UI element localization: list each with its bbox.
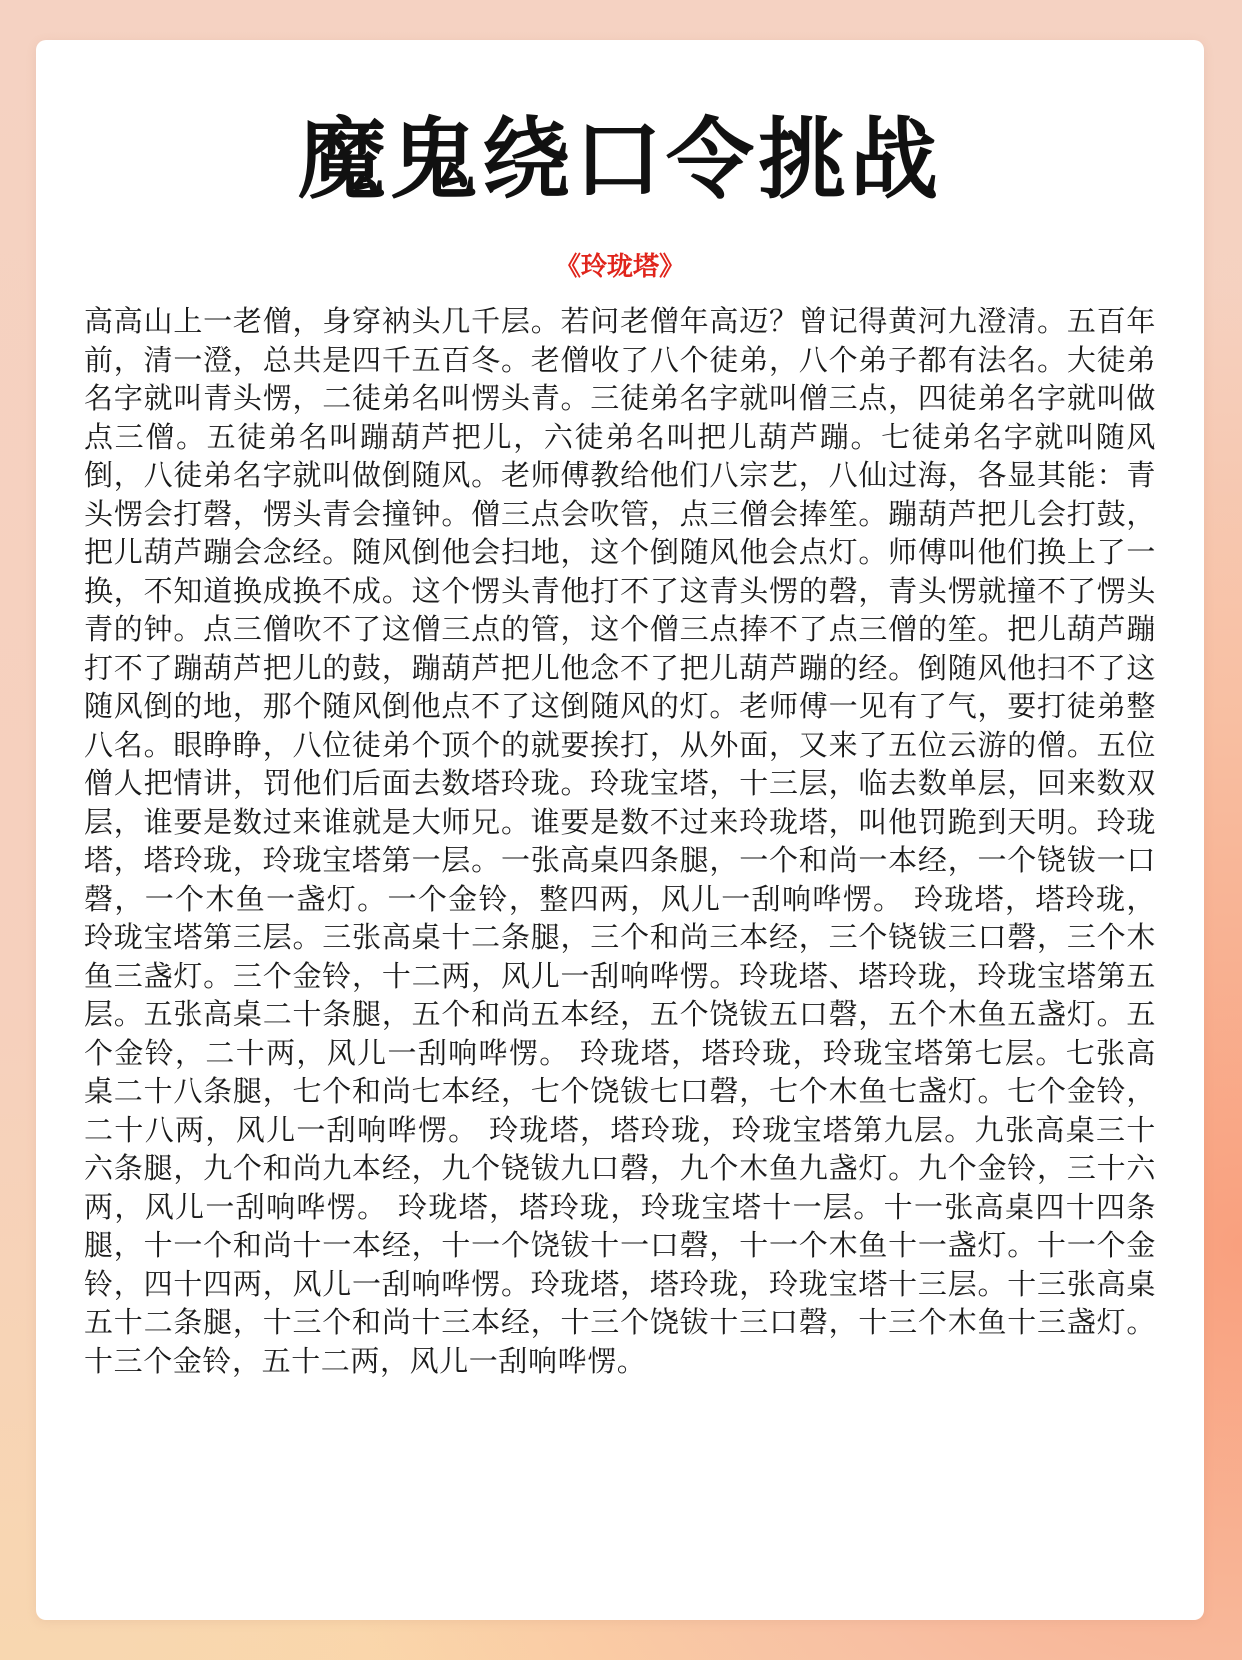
content-card [36, 40, 1204, 1620]
poem-subtitle: 《玲珑塔》 [554, 252, 685, 282]
page-title: 魔鬼绕口令挑战 [297, 108, 942, 211]
tongue-twister-text: 高高山上一老僧，身穿衲头几千层。若问老僧年高迈？曾记得黄河九澄清。五百年前，清一澄，总共是四千五百冬。老僧收了八个徒弟，八个弟子都有法名。大徒弟名字就叫青头愣，二徒弟名叫愣头青。三徒弟名字就叫僧三点，四徒弟名字就叫做点三僧。五徒弟名叫蹦葫芦把儿，六徒弟名叫把儿葫芦蹦。七徒弟名字就叫随风倒，八徒弟名字就叫做倒随风。老师傅教给他们八宗艺，八仙过海，各显其能：青头愣会打磬，愣头青会撞钟。僧三点会吹管，点三僧会捧笙。蹦葫芦把儿会打鼓，把儿葫芦蹦会念经。随风倒他会扫地，这个倒随风他会点灯。师傅叫他们换上了一换，不知道换成换不成。这个愣头青他打不了这青头愣的磬，青头愣就撞不了愣头青的钟。点三僧吹不了这僧三点的管，这个僧三点捧不了点三僧的笙。把儿葫芦蹦打不了蹦葫芦把儿的鼓，蹦葫芦把儿他念不了把儿葫芦蹦的经。倒随风他扫不了这随风倒的地，那个随风倒他点不了这倒随风的灯。老师傅一见有了气，要打徒弟整八名。眼睁睁，八位徒弟个顶个的就要挨打，从外面，又来了五位云游的僧。五位僧人把情讲，罚他们后面去数塔玲珑。玲珑宝塔，十三层，临去数单层，回来数双层，谁要是数过来谁就是大师兄。谁要是数不过来玲珑塔，叫他罚跪到天明。玲珑塔，塔玲珑，玲珑宝塔第一层。一张高桌四条腿，一个和尚一本经，一个铙钹一口磬，一个木鱼一盏灯。一个金铃，整四两，风儿一刮响哗愣。 玲珑塔，塔玲珑，玲珑宝塔第三层。三张高桌十二条腿，三个和尚三本经，三个铙钹三口磬，三个木鱼三盏灯。三个金铃，十二两，风儿一刮响哗愣。玲珑塔、塔玲珑，玲珑宝塔第五层。五张高桌二十条腿，五个和尚五本经，五个饶钹五口磬，五个木鱼五盏灯。五个金铃，二十两，风儿一刮响哗愣。 玲珑塔，塔玲珑，玲珑宝塔第七层。七张高桌二十八条腿，七个和尚七本经，七个饶钹七口磬，七个木鱼七盏灯。七个金铃，二十八两，风儿一刮响哗愣。 玲珑塔，塔玲珑，玲珑宝塔第九层。九张高桌三十六条腿，九个和尚九本经，九个铙钹九口磬，九个木鱼九盏灯。九个金铃，三十六两，风儿一刮响哗愣。 玲珑塔，塔玲珑，玲珑宝塔十一层。十一张高桌四十四条腿，十一个和尚十一本经，十一个饶钹十一口磬，十一个木鱼十一盏灯。十一个金铃，四十四两，风儿一刮响哗愣。玲珑塔，塔玲珑，玲珑宝塔十三层。十三张高桌五十二条腿，十三个和尚十三本经，十三个饶钹十三口磬，十三个木鱼十三盏灯。十三个金铃，五十二两，风儿一刮响哗愣。 [84, 304, 1156, 1378]
